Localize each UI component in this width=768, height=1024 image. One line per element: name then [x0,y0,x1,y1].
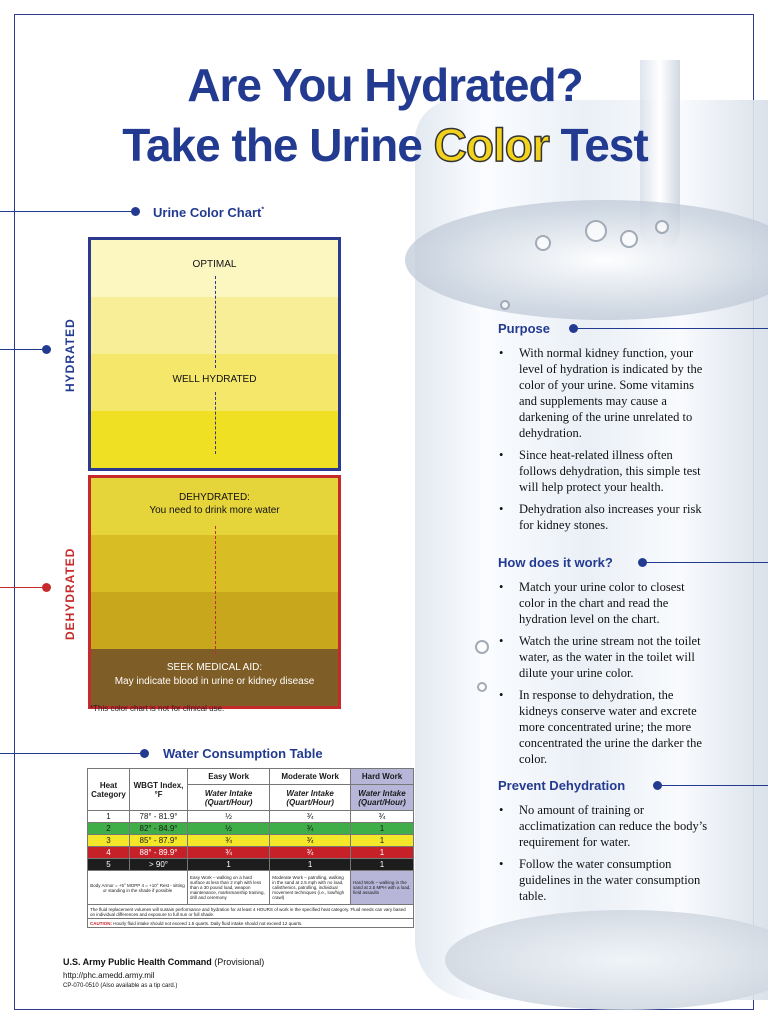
table-row: 4 88° - 89.9° ¾ ¾ 1 [88,847,414,859]
hydrated-label: HYDRATED [63,318,77,392]
arrow-line [215,526,216,654]
optimal-label: OPTIMAL [192,259,237,270]
seek-medical-line2: May indicate blood in urine or kidney disease [114,676,315,687]
connector-line [643,562,768,563]
list-item: • Watch the urine stream not the toilet water, as the water in the toilet will dilute your urine color. [497,633,712,681]
sub-water-intake: Water Intake (Quart/Hour) [270,785,351,811]
table-row: 3 85° - 87.9° ¾ ¾ 1 [88,835,414,847]
list-item: • Since heat-related illness often follows dehydration, this simple test will help protect your health. [497,447,712,495]
bullet-dot [131,207,140,216]
chart-footnote: *This color chart is not for clinical use. [90,704,225,713]
list-item: • Match your urine color to closest color in the chart and read the hydration level on the chart. [497,579,712,627]
table-row: 1 78° - 81.9° ½ ¾ ¾ [88,811,414,823]
water-consumption-table [87,768,414,928]
arrow-down [215,392,216,454]
dehydrated-color-chart [88,475,341,709]
list-item: • In response to dehydration, the kidneys conserve water and excrete more concentrated urine; the more concentrated the urine the darker the color. [497,687,712,767]
dehydrated-line2: You need to drink more water [149,505,280,516]
connector-line [0,349,48,350]
col-wbgt: WBGT Index, °F [130,769,188,811]
how-heading: How does it work? [498,555,613,570]
color-word: Color [433,119,549,171]
seek-medical-line1: SEEK MEDICAL AID: [166,662,263,673]
purpose-list [497,345,712,539]
water-table-heading: Water Consumption Table [163,746,323,761]
well-hydrated-label: WELL HYDRATED [172,374,257,385]
prevent-heading: Prevent Dehydration [498,778,626,793]
how-list [497,579,712,773]
connector-line [0,753,146,754]
col-moderate: Moderate Work [270,769,351,785]
table-row: 5 > 90° 1 1 1 [88,859,414,871]
page-title-line1: Are You Hydrated? [187,59,583,111]
table-caution-row: CAUTION: Hourly fluid intake should not exceed 1.5 quarts. Daily fluid intake should not exceed 12 quarts. [88,919,414,928]
list-item: • No amount of training or acclimatization can reduce the body’s requirement for water. [497,802,712,850]
purpose-heading: Purpose [498,321,551,336]
table-fine-print-row: The fluid replacement volumes will sustain performance and hydration for at least 4 HOURS of work in the specified heat category. Fluid needs can vary based on individual differences and exposure to full sun or full shade. [88,905,414,919]
sub-water-intake: Water Intake (Quart/Hour) [351,785,414,811]
connector-line [0,587,48,588]
footer-org: U.S. Army Public Health Command (Provisional) [63,957,265,967]
bullet-dot [42,345,51,354]
table-notes-row: Body Armor = +5° MOPP 4 = +10° Rest - sitting or standing in the shade if possible Easy Work – walking on a hard surface at less than 2 mph with less than a 30 pound load, weapon maintenance, marksmanship training, drill and ceremony Moderate Work – patrolling, walking in the sand at 2.5 mph with no load, calisthenics, patrolling, individual movement techniques (i.e., low/high crawl) Hard Work – walking in the sand at 2.5 MPH with a load, field assaults [88,871,414,905]
urine-chart-heading: Urine Color Chart* [153,205,265,220]
col-heat-category: Heat Category [88,769,130,811]
list-item: • With normal kidney function, your level of hydration is indicated by the color of your urine. Some vitamins and supplements may cause a darkening of the urine unrelated to dehydration. [497,345,712,441]
page-title-line2: Take the Urine Color Test [122,119,648,171]
bullet-dot [42,583,51,592]
bullet-dot [140,749,149,758]
connector-line [658,785,768,786]
list-item: • Follow the water consumption guidelines in the water consumption table. [497,856,712,904]
list-item: • Dehydration also increases your risk for kidney stones. [497,501,712,533]
footer-code: CP-070-0510 (Also available as a tip card.) [63,983,178,989]
col-hard: Hard Work [351,769,414,785]
footer-url: http://phc.amedd.army.mil [63,971,155,980]
arrow-down [215,276,216,368]
dehydrated-label: DEHYDRATED [63,547,77,640]
dehydrated-line1: DEHYDRATED: [179,492,250,503]
prevent-list [497,802,712,910]
hydrated-color-chart [88,237,341,471]
connector-line [0,211,136,212]
col-easy: Easy Work [188,769,270,785]
sub-water-intake: Water Intake (Quart/Hour) [188,785,270,811]
table-row: 2 82° - 84.9° ½ ¾ 1 [88,823,414,835]
connector-line [574,328,768,329]
